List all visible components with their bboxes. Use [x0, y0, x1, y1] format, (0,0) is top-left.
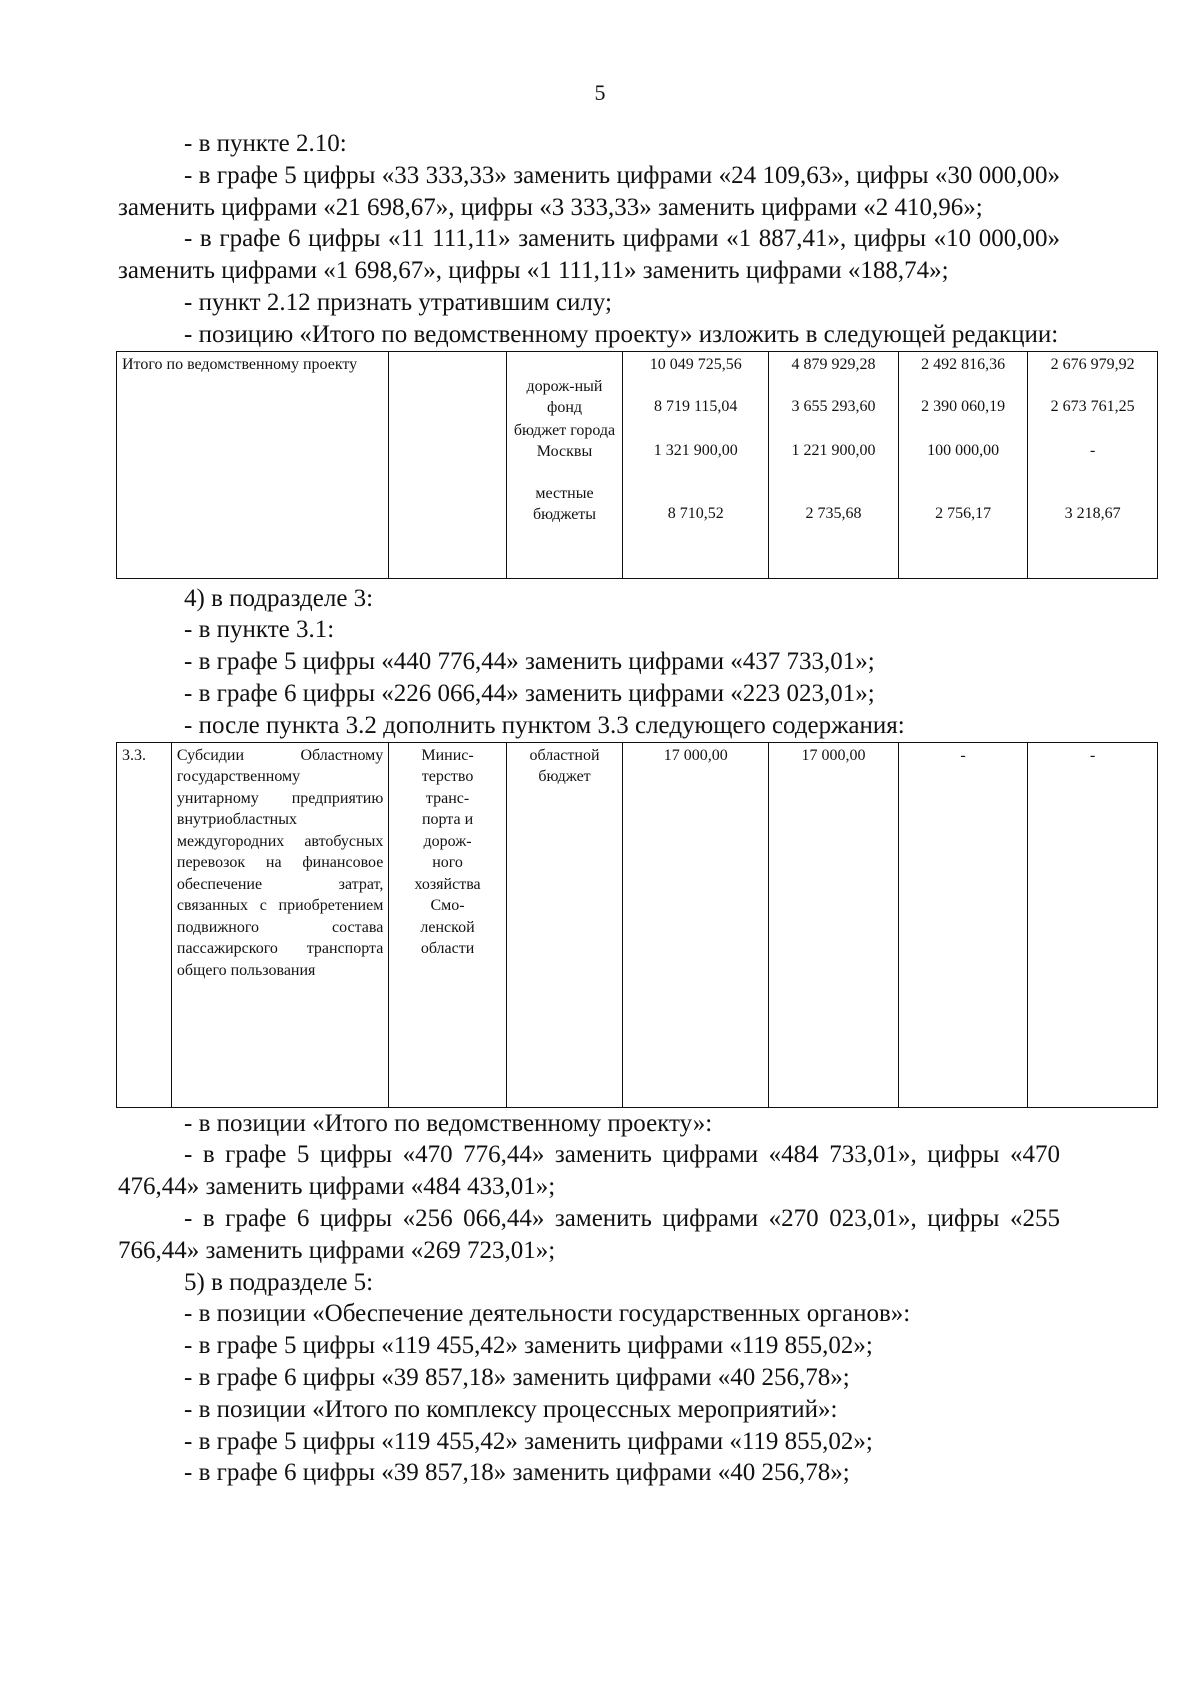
executor-line: порта и — [421, 811, 474, 829]
executor-line: транс- — [425, 789, 470, 807]
value-total: 4 879 929,28 — [791, 355, 876, 373]
column-year3 — [1028, 351, 1158, 578]
source-column — [506, 351, 622, 578]
paragraph-column5-process: - в графе 5 цифры «119 455,42» заменить цифрами «119 855,02»; — [184, 1427, 873, 1455]
source-line: бюджет — [538, 768, 591, 786]
item-number: 3.3. — [117, 742, 172, 1107]
paragraph-column6-3-1: - в графе 6 цифры «226 066,44» заменить цифрами «223 023,01»; — [184, 679, 875, 707]
paragraph-gov-bodies-position: - в позиции «Обеспечение деятельности государственных органов»: — [184, 1300, 911, 1328]
item-value-year2: - — [898, 742, 1028, 1107]
item-description: Субсидии Областному государственному унитарному предприятию внутриобластных междугородних автобусных перевозок на финансовое обеспечение затрат, связанных с приобретением подвижного состава пассажирского транспорта общего пользования — [171, 742, 388, 1107]
paragraph-column5-2-10: - в графе 5 цифры «33 333,33» заменить цифрами «24 109,63», цифры «30 000,00» заменить цифрами «21 698,67», цифры «3 333,33» заменить цифрами «2 410,96»; — [118, 161, 1060, 221]
item-executor — [389, 742, 506, 1107]
value-road-fund: 8 719 115,04 — [654, 397, 738, 415]
document-body — [118, 128, 1135, 1489]
executor-line: Смо- — [430, 897, 465, 915]
source-moscow: бюджет города Москвы — [513, 421, 616, 461]
source-local: местные бюджеты — [532, 484, 597, 524]
paragraph-item-2-10: - в пункте 2.10: — [184, 130, 347, 157]
paragraph-column6-2-10: - в графе 6 цифры «11 111,11» заменить цифрами «1 887,41», цифры «10 000,00» заменить цифрами «1 698,67», цифры «1 111,11» заменить цифрами «188,74»; — [118, 225, 1060, 285]
total-table — [116, 351, 1158, 579]
item-value-year3: - — [1028, 742, 1158, 1107]
value-moscow: 1 321 900,00 — [653, 441, 738, 459]
paragraph-column6-gov: - в графе 6 цифры «39 857,18» заменить цифрами «40 256,78»; — [184, 1363, 850, 1391]
paragraph-column6-process: - в графе 6 цифры «39 857,18» заменить цифрами «40 256,78»; — [184, 1459, 850, 1487]
executor-line: дорож- — [423, 832, 472, 850]
column-year2 — [898, 351, 1028, 578]
table-row — [117, 351, 1158, 578]
item-3-3-table — [116, 742, 1158, 1108]
source-line: областной — [529, 746, 600, 764]
executor-line: ленской — [420, 918, 475, 936]
value-total: 10 049 725,56 — [649, 355, 742, 373]
paragraph-total-position: - позицию «Итого по ведомственному проекту» изложить в следующей редакции: — [184, 320, 1059, 348]
value-total: 2 492 816,36 — [921, 355, 1006, 373]
empty-cell — [389, 351, 506, 578]
paragraph-column5-gov: - в графе 5 цифры «119 455,42» заменить цифрами «119 855,02»; — [184, 1332, 873, 1360]
paragraph-subsection-3: 4) в подразделе 3: — [184, 584, 374, 612]
paragraph-total-position-3: - в позиции «Итого по ведомственному проекту»: — [184, 1109, 713, 1137]
value-moscow: - — [1090, 441, 1096, 459]
executor-line: ного — [432, 854, 463, 872]
value-local: 2 756,17 — [935, 504, 992, 522]
executor-line: терство — [421, 768, 474, 786]
value-local: 8 710,52 — [667, 504, 724, 522]
executor-line: области — [420, 940, 475, 958]
value-road-fund: 3 655 293,60 — [791, 397, 876, 415]
value-local: 3 218,67 — [1064, 504, 1121, 522]
paragraph-item-3-1: - в пункте 3.1: — [184, 616, 335, 644]
value-local: 2 735,68 — [805, 504, 862, 522]
paragraph-item-2-12: - пункт 2.12 признать утратившим силу; — [184, 288, 612, 316]
value-road-fund: 2 390 060,19 — [921, 397, 1006, 415]
executor-line: хозяйства — [414, 875, 481, 893]
value-total: 2 676 979,92 — [1050, 355, 1135, 373]
value-road-fund: 2 673 761,25 — [1050, 397, 1135, 415]
paragraph-add-item-3-3: - после пункта 3.2 дополнить пунктом 3.3 следующего содержания: — [184, 711, 905, 739]
value-moscow: 1 221 900,00 — [791, 441, 876, 459]
column-total — [623, 351, 769, 578]
paragraph-subsection-5: 5) в подразделе 5: — [184, 1268, 374, 1296]
total-label: Итого по ведомственному проекту — [117, 351, 389, 578]
paragraph-column6-total-3: - в графе 6 цифры «256 066,44» заменить цифрами «270 023,01», цифры «255 766,44» заменить цифрами «269 723,01»; — [118, 1204, 1060, 1264]
page-number: 5 — [594, 80, 606, 105]
paragraph-column5-3-1: - в графе 5 цифры «440 776,44» заменить цифрами «437 733,01»; — [184, 648, 875, 676]
paragraph-column5-total-3: - в графе 5 цифры «470 776,44» заменить цифрами «484 733,01», цифры «470 476,44» заменить цифрами «484 433,01»; — [118, 1141, 1060, 1201]
item-value-total: 17 000,00 — [623, 742, 769, 1107]
item-value-year1: 17 000,00 — [769, 742, 899, 1107]
item-source — [506, 742, 622, 1107]
value-moscow: 100 000,00 — [927, 441, 1000, 459]
source-road-fund: дорож-ный фонд — [526, 377, 603, 417]
column-year1 — [769, 351, 899, 578]
executor-line: Минис- — [421, 746, 474, 764]
table-row — [117, 742, 1158, 1107]
paragraph-process-total-position: - в позиции «Итого по комплексу процессных мероприятий»: — [184, 1395, 838, 1423]
